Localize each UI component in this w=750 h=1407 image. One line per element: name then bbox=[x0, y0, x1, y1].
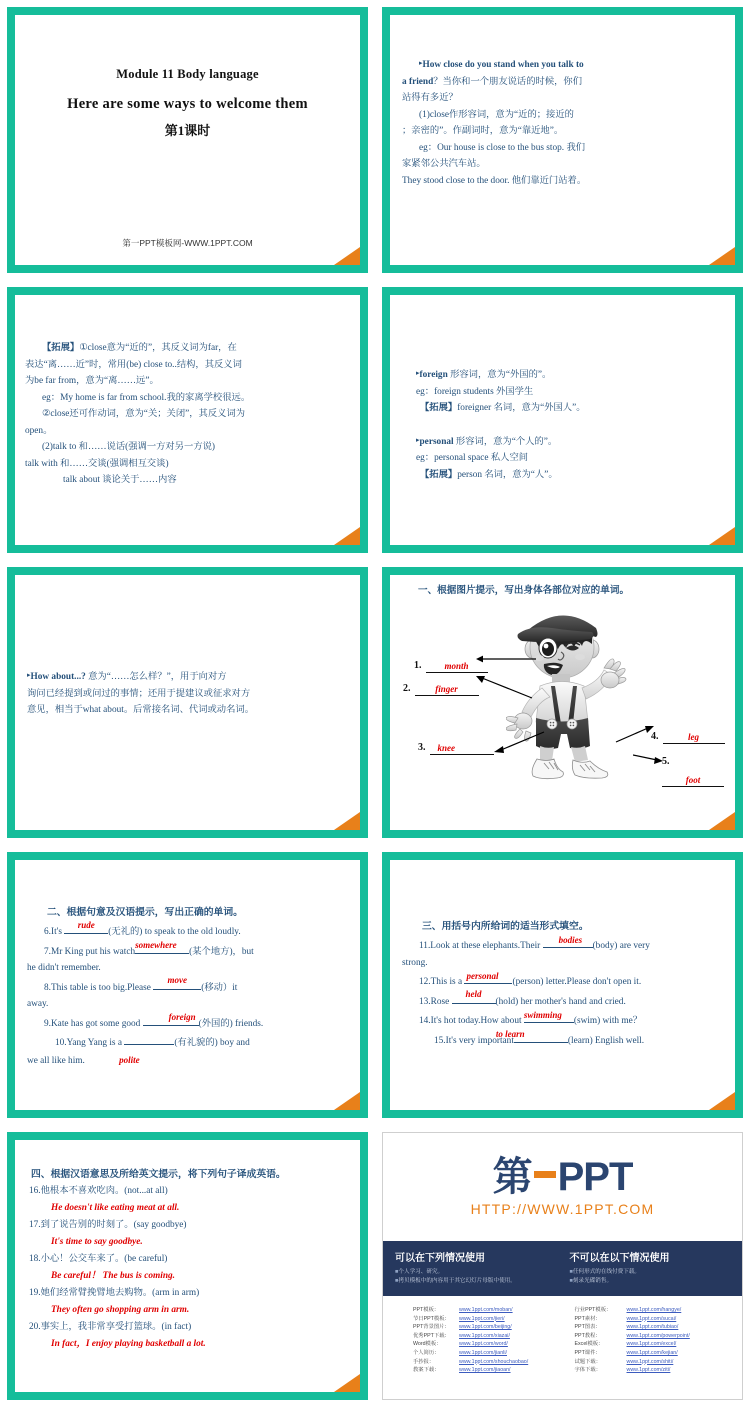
q6-tail: (无礼的) to speak to the old loudly. bbox=[108, 927, 241, 937]
explain-2: ；亲密的”。作副词时，意为“靠近地”。 bbox=[402, 126, 564, 136]
slide-frame bbox=[382, 852, 743, 1118]
extension-tag: 【拓展】 bbox=[42, 343, 80, 353]
phrase-translation: ？当你和一个朋友说话的时候，你们 bbox=[433, 76, 583, 87]
exercise-2-heading: 二、根据句意及汉语提示，写出正确的单词。 bbox=[47, 907, 243, 918]
how-about-def-2: 询问已经提到或问过的事情；还用于提建议或征求对方 bbox=[27, 688, 251, 699]
label-row-3 bbox=[418, 737, 494, 755]
word-foreign-def: 形容词，意为“外国的”。 bbox=[447, 370, 552, 380]
slide-content bbox=[15, 860, 360, 1110]
q13-tail: (hold) her mother's hand and cried. bbox=[495, 996, 626, 1007]
allowed-item: ■个人学习、研究。 bbox=[395, 1269, 444, 1275]
logo-ppt-text: PPT bbox=[557, 1155, 633, 1199]
slide-frame bbox=[7, 7, 368, 273]
corner-triangle-icon bbox=[334, 1374, 360, 1392]
translation-item bbox=[29, 1183, 350, 1217]
slide-frame bbox=[7, 852, 368, 1118]
allowed-item: ■拷贝模板中的内容用于其它幻灯片母版中使用。 bbox=[395, 1278, 516, 1284]
label-number: 1. bbox=[414, 660, 422, 671]
q9-answer: foreign bbox=[168, 1012, 196, 1022]
extension-3: 为be far from，意为“离……远”。 bbox=[25, 376, 159, 386]
slide-1-title[interactable] bbox=[0, 0, 375, 280]
word-personal: personal bbox=[419, 436, 454, 447]
slide-content bbox=[390, 575, 735, 830]
q14-answer: swimming bbox=[523, 1009, 562, 1020]
q14-tail: (swim) with me？ bbox=[573, 1016, 643, 1026]
site-logo bbox=[493, 1157, 633, 1197]
exercise-4-heading: 四、根据汉语意思及所给英文提示，将下列句子译成英语。 bbox=[31, 1169, 286, 1180]
label-number: 3. bbox=[418, 742, 426, 753]
triangle-bullet-icon: ▸ bbox=[416, 369, 420, 377]
note-block bbox=[15, 340, 360, 489]
q8-tail: (移动）it bbox=[201, 982, 238, 993]
translation-item bbox=[29, 1319, 350, 1353]
answer-en: In fact，I enjoy playing basketball a lot. bbox=[51, 1339, 206, 1349]
q13-stem: 13.Rose bbox=[419, 996, 450, 1007]
corner-triangle-icon bbox=[334, 247, 360, 265]
allowed-column bbox=[395, 1249, 556, 1286]
phrase-bold-2: a friend bbox=[402, 76, 434, 87]
slide-7-word-exercise[interactable] bbox=[0, 845, 375, 1125]
corner-triangle-icon bbox=[334, 812, 360, 830]
prompt-cn: 20.事实上，我非常享受打篮球。(in fact) bbox=[29, 1322, 192, 1332]
q15-stem: 15.It's very important bbox=[434, 1035, 514, 1046]
corner-triangle-icon bbox=[709, 247, 735, 265]
label-number: 5. bbox=[662, 756, 670, 767]
slide-frame bbox=[382, 567, 743, 838]
extension-eg: eg：My home is far from school.我的家离学校很远。 bbox=[42, 392, 251, 403]
corner-triangle-icon bbox=[709, 812, 735, 830]
slide-content bbox=[390, 15, 735, 265]
arrow-to-foot-icon bbox=[633, 751, 663, 765]
logo-zone bbox=[383, 1133, 742, 1241]
slide-content bbox=[15, 575, 360, 830]
slide-frame bbox=[7, 287, 368, 553]
slide-6-body-parts-exercise[interactable] bbox=[375, 560, 750, 845]
answer-text: leg bbox=[688, 732, 699, 742]
q15-tail: (learn) English well. bbox=[567, 1035, 645, 1046]
extension-4: ②close还可作动词，意为“关；关闭”，其反义词为 bbox=[42, 409, 246, 419]
phrase-translation-2: 站得有多近？ bbox=[402, 93, 458, 103]
answer-en: It's time to say goodbye. bbox=[51, 1237, 143, 1247]
word-foreigner: foreigner 名词，意为“外国人”。 bbox=[457, 403, 586, 413]
footer-link-row[interactable]: Word模板： www.1ppt.com/word/ bbox=[413, 1341, 508, 1348]
slide-content bbox=[15, 15, 360, 265]
q12-blank[interactable] bbox=[464, 971, 512, 984]
q11-stem: 11.Look at these elephants.Their bbox=[419, 941, 541, 951]
word-foreign: foreign bbox=[419, 370, 448, 380]
body-parts-illustration bbox=[390, 596, 735, 791]
footer-link-row[interactable]: Excel模板： www.1ppt.com/excel/ bbox=[574, 1341, 677, 1348]
arrow-to-mouth-icon bbox=[476, 651, 538, 667]
branding-slide bbox=[382, 1132, 743, 1400]
explain-1: (1)close作形容词，意为“近的；接近的 bbox=[419, 109, 574, 120]
triangle-bullet-icon: ▸ bbox=[27, 671, 31, 679]
translation-item bbox=[29, 1251, 350, 1285]
module-title: Module 11 Body language bbox=[116, 67, 259, 81]
note-block bbox=[15, 667, 360, 719]
q11-blank[interactable] bbox=[543, 935, 593, 948]
prompt-cn: 16.他根本不喜欢吃肉。(not...at all) bbox=[29, 1186, 168, 1196]
footer-link-row[interactable]: 试题下载： www.1ppt.com/shiti/ bbox=[574, 1358, 674, 1365]
logo-cn-char: 第 bbox=[492, 1155, 532, 1199]
q13-blank[interactable] bbox=[452, 991, 496, 1004]
corner-triangle-icon bbox=[334, 527, 360, 545]
talk-to: (2)talk to 和……说话(强调一方对另一方说) bbox=[42, 442, 216, 452]
extension-2: 表达“离……近”时，常用(be) close to..结构，其反义词 bbox=[25, 359, 242, 370]
slide-content bbox=[15, 295, 360, 545]
exercise-2-body bbox=[27, 921, 350, 1069]
denied-item: ■刻录光碟销售。 bbox=[569, 1278, 613, 1284]
q10-answer: polite bbox=[119, 1054, 140, 1065]
q14-stem: 14.It's hot today.How about bbox=[419, 1016, 522, 1026]
q14-blank[interactable] bbox=[524, 1010, 574, 1023]
prompt-cn: 19.她们经常臂挽臂地去购物。(arm in arm) bbox=[29, 1288, 200, 1298]
q11-tail2: strong. bbox=[402, 957, 428, 968]
q8-stem: 8.This table is too big.Please bbox=[44, 982, 151, 993]
q9-tail: (外国的) friends. bbox=[198, 1018, 264, 1029]
answer-blank-5[interactable] bbox=[662, 773, 724, 787]
footer-link-row[interactable]: 个人简历： www.1ppt.com/jianli/ bbox=[413, 1349, 507, 1356]
denied-title: 不可以在以下情况使用 bbox=[569, 1253, 670, 1264]
slide-frame bbox=[7, 567, 368, 838]
slide-content bbox=[390, 295, 735, 545]
site-url: HTTP://WWW.1PPT.COM bbox=[470, 1201, 655, 1217]
footer-link-row[interactable]: PPT模板： www.1ppt.com/moban/ bbox=[413, 1307, 513, 1313]
extension-5: open。 bbox=[25, 425, 53, 436]
footer-link-row[interactable]: PPT图表： www.1ppt.com/tubiao/ bbox=[574, 1324, 679, 1331]
phrase-how-about: How about...? bbox=[30, 672, 86, 682]
footer-link-row[interactable]: 字体下载： www.1ppt.com/ziti/ bbox=[574, 1367, 671, 1374]
footer-links bbox=[383, 1296, 742, 1375]
q6-stem: 6.It's bbox=[44, 927, 62, 937]
phrase-bold: How close do you stand when you talk to bbox=[422, 60, 584, 70]
slide-content bbox=[390, 860, 735, 1110]
q9-stem: 9.Kate has got some good bbox=[44, 1018, 141, 1029]
talk-with: talk with 和……交谈(强调相互交谈) bbox=[25, 458, 169, 469]
word-foreign-block bbox=[390, 365, 735, 417]
answer-text: knee bbox=[437, 743, 455, 753]
label-row-2 bbox=[403, 678, 479, 696]
q6-blank[interactable] bbox=[64, 921, 108, 934]
triangle-bullet-icon: ▸ bbox=[419, 59, 423, 67]
q6-answer: rude bbox=[77, 919, 95, 930]
allowed-title: 可以在下列情况使用 bbox=[395, 1253, 485, 1264]
q11-answer: bodies bbox=[558, 934, 583, 945]
example-1b: 家紧邻公共汽车站。 bbox=[402, 159, 486, 169]
word-personal-eg: eg：personal space 私人空间 bbox=[416, 453, 529, 463]
q10-tail2: we all like him. bbox=[27, 1055, 85, 1066]
q15-answer: to learn bbox=[495, 1029, 525, 1039]
slide-4-foreign-personal[interactable] bbox=[375, 280, 750, 560]
footer-link-row[interactable]: 节日PPT模板： www.1ppt.com/jieri/ bbox=[413, 1315, 505, 1322]
extension-tag: 【拓展】 bbox=[420, 469, 458, 480]
slide-2-how-close[interactable] bbox=[375, 0, 750, 280]
label-number: 4. bbox=[651, 731, 659, 742]
footer-link-row[interactable]: 手抄报： www.1ppt.com/shouchaobao/ bbox=[413, 1358, 529, 1365]
slide-9-translation-exercise[interactable] bbox=[0, 1125, 375, 1407]
q7-tail: (某个地方)，but bbox=[189, 946, 254, 957]
slide-5-how-about[interactable] bbox=[0, 560, 375, 845]
q8-tail2: away. bbox=[27, 999, 49, 1009]
answer-blank-4[interactable] bbox=[663, 730, 725, 744]
answer-en: They often go shopping arm in arm. bbox=[51, 1305, 190, 1315]
footer-links-right bbox=[575, 1306, 727, 1375]
slide-frame bbox=[382, 287, 743, 553]
q10-stem: 10.Yang Yang is a bbox=[55, 1038, 122, 1048]
how-about-def-1: 意为“……怎么样？”，用于向对方 bbox=[85, 672, 227, 682]
lesson-title: Here are some ways to welcome them bbox=[67, 96, 308, 112]
how-about-def-3: 意见，相当于what about。后常接名词、代词或动名词。 bbox=[27, 705, 254, 715]
answer-blank-2[interactable] bbox=[415, 682, 479, 696]
word-foreign-eg: eg：foreign students 外国学生 bbox=[416, 386, 534, 397]
slide-content bbox=[15, 1140, 360, 1392]
footer-links-left bbox=[413, 1306, 565, 1375]
answer-text: month bbox=[444, 661, 469, 671]
q15-blank[interactable] bbox=[495, 1029, 568, 1043]
q12-answer: personal bbox=[466, 970, 499, 981]
slide-8-form-exercise[interactable] bbox=[375, 845, 750, 1125]
slide-3-close-extension[interactable] bbox=[0, 280, 375, 560]
translation-item bbox=[29, 1217, 350, 1251]
arrow-to-finger-icon bbox=[476, 674, 534, 700]
prompt-cn: 18.小心！公交车来了。(be careful) bbox=[29, 1254, 168, 1264]
arrow-to-knee-icon bbox=[494, 730, 546, 754]
logo-dash-icon bbox=[534, 1171, 556, 1178]
denied-column bbox=[570, 1249, 731, 1286]
period-label: 第1课时 bbox=[164, 123, 211, 138]
corner-triangle-icon bbox=[709, 1092, 735, 1110]
answer-en: Be careful！ The bus is coming. bbox=[51, 1271, 175, 1281]
footer-link-row[interactable]: PPT教程： www.1ppt.com/powerpoint/ bbox=[574, 1332, 690, 1339]
q13-answer: held bbox=[465, 989, 482, 999]
label-row-5 bbox=[662, 751, 735, 787]
footer-link-row[interactable]: PPT背景图片： www.1ppt.com/beijing/ bbox=[413, 1324, 512, 1331]
corner-triangle-icon bbox=[709, 527, 735, 545]
usage-band bbox=[383, 1241, 742, 1296]
q12-stem: 12.This is a bbox=[419, 977, 463, 987]
arrow-to-leg-icon bbox=[614, 724, 654, 744]
prompt-cn: 17.到了说告别的时刻了。(say goodbye) bbox=[29, 1220, 187, 1230]
triangle-bullet-icon: ▸ bbox=[416, 435, 420, 444]
answer-text: foot bbox=[685, 775, 701, 785]
label-number: 2. bbox=[403, 683, 411, 694]
extension-tag: 【拓展】 bbox=[420, 403, 458, 413]
note-block bbox=[390, 55, 735, 189]
q7-tail2: he didn't remember. bbox=[27, 963, 101, 973]
q10-tail: (有礼貌的) boy and bbox=[174, 1038, 250, 1048]
q10-blank[interactable] bbox=[124, 1032, 174, 1045]
q7-stem: 7.Mr King put his watch bbox=[44, 946, 136, 957]
slide-10-branding[interactable] bbox=[375, 1125, 750, 1407]
denied-item: ■任何形式的在线付费下载。 bbox=[569, 1269, 641, 1275]
footer-link-row[interactable]: 教案下载： www.1ppt.com/jiaoan/ bbox=[413, 1367, 511, 1374]
footer-link-row[interactable]: 行业PPT模板： www.1ppt.com/hangye/ bbox=[574, 1307, 682, 1313]
q7-blank[interactable] bbox=[135, 941, 189, 954]
q7-answer: somewhere bbox=[135, 940, 177, 950]
talk-about: talk about 谈论关于……内容 bbox=[63, 475, 177, 485]
answer-text: finger bbox=[435, 684, 458, 694]
exercise-3-heading: 三、用括号内所给词的适当形式填空。 bbox=[422, 921, 589, 932]
example-1: eg：Our house is close to the bus stop. 我们 bbox=[419, 142, 586, 153]
answer-en: He doesn't like eating meat at all. bbox=[51, 1203, 180, 1213]
word-personal-block bbox=[390, 432, 735, 484]
q9-blank[interactable] bbox=[143, 1013, 199, 1026]
word-personal-def: 形容词，意为“个人的”。 bbox=[453, 436, 558, 447]
answer-blank-3[interactable] bbox=[430, 741, 494, 755]
example-2: They stood close to the door. 他们靠近门站着。 bbox=[402, 175, 587, 186]
q11-tail: (body) are very bbox=[592, 941, 650, 951]
slide-frame bbox=[382, 7, 743, 273]
exercise-1-heading: 一、根据图片提示，写出身体各部位对应的单词。 bbox=[418, 585, 630, 596]
site-credit: 第一PPT模板网-WWW.1PPT.COM bbox=[122, 238, 253, 248]
q8-answer: move bbox=[167, 975, 187, 985]
translation-item bbox=[29, 1285, 350, 1319]
q8-blank[interactable] bbox=[153, 977, 201, 990]
exercise-3-body bbox=[402, 935, 725, 1049]
extension-1: ①close意为“近的”，其反义词为far，在 bbox=[79, 343, 237, 353]
label-row-4 bbox=[651, 726, 725, 744]
q12-tail: (person) letter.Please don't open it. bbox=[512, 977, 642, 987]
footer-link-row[interactable]: PPT课件： www.1ppt.com/kejian/ bbox=[574, 1349, 678, 1356]
slide-frame bbox=[7, 1132, 368, 1400]
corner-triangle-icon bbox=[334, 1092, 360, 1110]
footer-link-row[interactable]: PPT素材： www.1ppt.com/sucai/ bbox=[574, 1315, 677, 1322]
footer-link-row[interactable]: 优秀PPT下载： www.1ppt.com/xiazai/ bbox=[413, 1332, 510, 1339]
word-person: person 名词，意为“人”。 bbox=[457, 469, 558, 480]
